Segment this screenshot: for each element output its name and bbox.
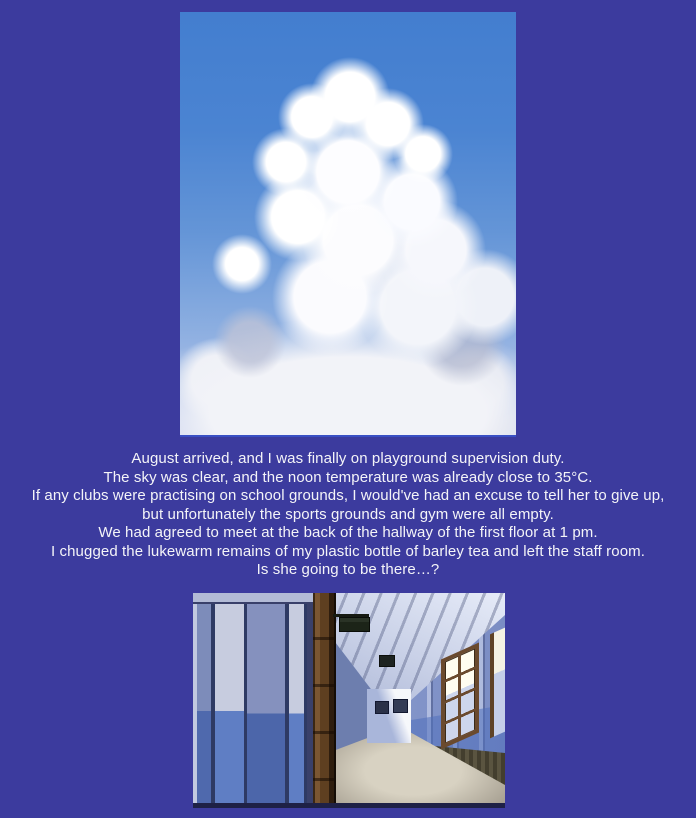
wooden-door bbox=[313, 593, 336, 804]
hallway-pillar bbox=[193, 593, 215, 808]
narration-line-7: Is she going to be there…? bbox=[256, 561, 440, 578]
hallway-window-partial bbox=[490, 628, 505, 739]
hallway-back-wall bbox=[367, 689, 411, 743]
narration-line-3: If any clubs were practising on school grounds, I would've had an excuse to tell her to give up, bbox=[31, 487, 665, 504]
narration-line-5: We had agreed to meet at the back of the hallway of the first floor at 1 pm. bbox=[98, 524, 598, 541]
narration-line-1: August arrived, and I was finally on playground supervision duty. bbox=[131, 450, 565, 467]
narration-text-block bbox=[0, 450, 696, 580]
hanging-sign-far bbox=[379, 655, 395, 667]
hanging-sign bbox=[339, 617, 370, 632]
window-muntin-bars bbox=[445, 648, 475, 743]
hallway-pillar bbox=[247, 593, 289, 808]
cumulus-cloud-illustration bbox=[180, 12, 516, 435]
back-wall-window bbox=[393, 699, 408, 713]
hallway-bottom-shadow bbox=[193, 803, 505, 808]
narration-line-6: I chugged the lukewarm remains of my plastic bottle of barley tea and left the staff room. bbox=[50, 542, 646, 560]
sky-cg-image bbox=[180, 12, 516, 437]
hallway-window bbox=[441, 643, 479, 750]
back-wall-window bbox=[375, 701, 389, 714]
narration-line-4: but unfortunately the sports grounds and gym were all empty. bbox=[142, 505, 554, 523]
hallway-wall-recess bbox=[215, 593, 247, 808]
narration-line-2: The sky was clear, and the noon temperature was already close to 35°C. bbox=[103, 468, 593, 486]
hallway-cg-image bbox=[193, 593, 505, 808]
hallway-wall-recess bbox=[289, 593, 307, 808]
